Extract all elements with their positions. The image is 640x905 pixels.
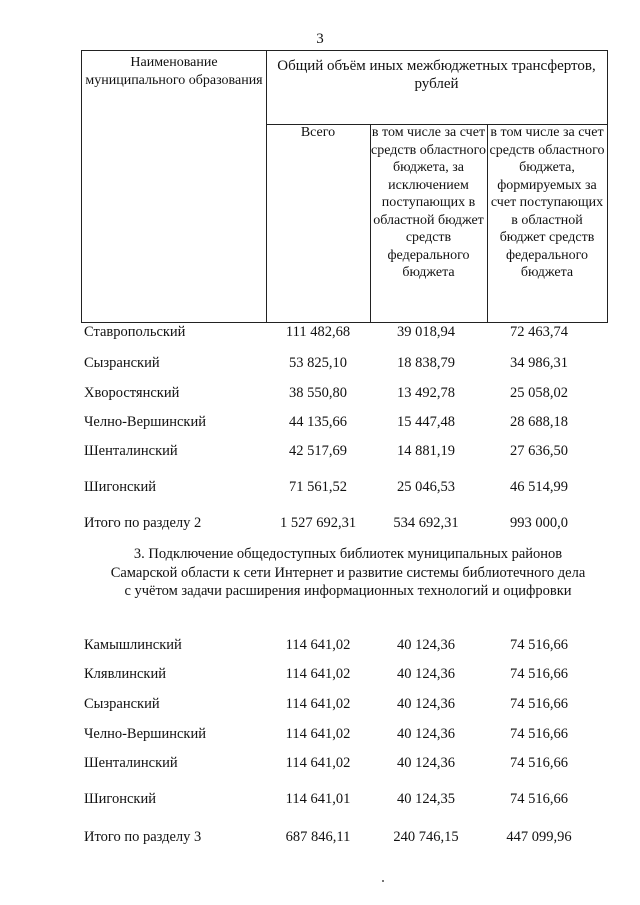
row-reg: 25 058,02 — [510, 385, 568, 401]
row-reg: 74 516,66 — [510, 696, 568, 712]
row-fed: 40 124,36 — [397, 726, 455, 742]
row-reg: 74 516,66 — [510, 755, 568, 771]
row-fed: 40 124,35 — [397, 791, 455, 807]
row-reg: 74 516,66 — [510, 726, 568, 742]
row-total: 114 641,02 — [285, 637, 351, 653]
table-row — [0, 666, 640, 686]
table-row — [0, 637, 640, 657]
row-name: Шенталинский — [84, 443, 178, 459]
row-fed: 40 124,36 — [397, 637, 455, 653]
table-row — [0, 414, 640, 434]
total-sum: 1 527 692,31 — [279, 515, 357, 531]
header-name-col: Наименование муниципального образования — [85, 55, 263, 88]
row-reg: 74 516,66 — [510, 791, 568, 807]
row-total: 42 517,69 — [289, 443, 347, 459]
row-reg: 28 688,18 — [510, 414, 568, 430]
row-fed: 40 124,36 — [397, 696, 455, 712]
total-row — [0, 515, 640, 535]
row-reg: 74 516,66 — [510, 637, 568, 653]
row-name: Челно-Вершинский — [84, 414, 206, 430]
row-reg: 46 514,99 — [510, 479, 568, 495]
table-row — [0, 755, 640, 775]
row-reg: 27 636,50 — [510, 443, 568, 459]
header-sub-fed: в том числе за счет средств областного бюджета, за исключением поступающих в областной бюджет средств федерального бюджета — [370, 125, 486, 280]
scan-speck — [382, 880, 384, 882]
total-row — [0, 829, 640, 849]
row-name: Челно-Вершинский — [84, 726, 206, 742]
table-row — [0, 791, 640, 811]
row-name: Хворостянский — [84, 385, 180, 401]
table-row — [0, 726, 640, 746]
row-total: 53 825,10 — [289, 355, 347, 371]
total-sum: 687 846,11 — [285, 829, 351, 845]
row-total: 38 550,80 — [289, 385, 347, 401]
row-total: 44 135,66 — [289, 414, 347, 430]
row-fed: 40 124,36 — [397, 755, 455, 771]
row-total: 114 641,02 — [285, 726, 351, 742]
row-fed: 13 492,78 — [397, 385, 455, 401]
row-fed: 15 447,48 — [397, 414, 455, 430]
row-total: 114 641,02 — [285, 755, 351, 771]
table-row — [0, 385, 640, 405]
row-fed: 14 881,19 — [397, 443, 455, 459]
total-label: Итого по разделу 3 — [84, 829, 202, 845]
row-name: Шигонский — [84, 791, 156, 807]
row-total: 114 641,02 — [285, 666, 351, 682]
total-reg: 993 000,0 — [510, 515, 568, 531]
row-name: Шенталинский — [84, 755, 178, 771]
table-row — [0, 355, 640, 375]
row-fed: 40 124,36 — [397, 666, 455, 682]
row-total: 114 641,01 — [285, 791, 351, 807]
table-row — [0, 324, 640, 344]
table-row — [0, 696, 640, 716]
row-name: Шигонский — [84, 479, 156, 495]
section-3-title: 3. Подключение общедоступных библиотек муниципальных районов Самарской области к сети Интернет и развитие системы библиотечного дела с учётом задачи расширения информационных технологий и оцифровки — [110, 546, 586, 599]
row-total: 111 482,68 — [285, 324, 351, 340]
table-header — [81, 50, 608, 323]
row-name: Сызранский — [84, 355, 160, 371]
row-name: Клявлинский — [84, 666, 166, 682]
total-fed: 534 692,31 — [393, 515, 459, 531]
header-total-col: Общий объём иных межбюджетных трансфертов, рублей — [277, 58, 596, 92]
row-reg: 74 516,66 — [510, 666, 568, 682]
row-name: Камышлинский — [84, 637, 182, 653]
header-sub-all: Всего — [300, 125, 336, 140]
total-label: Итого по разделу 2 — [84, 515, 202, 531]
row-fed: 25 046,53 — [397, 479, 455, 495]
row-fed: 18 838,79 — [397, 355, 455, 371]
row-name: Сызранский — [84, 696, 160, 712]
row-reg: 72 463,74 — [510, 324, 568, 340]
table-row — [0, 443, 640, 463]
row-fed: 39 018,94 — [397, 324, 455, 340]
page-number: 3 — [316, 31, 324, 47]
header-sub-reg: в том числе за счет средств областного бюджета, формируемых за счет поступающих в областной бюджет средств федерального бюджета — [489, 125, 605, 280]
row-reg: 34 986,31 — [510, 355, 568, 371]
total-reg: 447 099,96 — [506, 829, 572, 845]
table-row — [0, 479, 640, 499]
row-total: 71 561,52 — [289, 479, 347, 495]
total-fed: 240 746,15 — [393, 829, 459, 845]
row-total: 114 641,02 — [285, 696, 351, 712]
row-name: Ставропольский — [84, 324, 186, 340]
